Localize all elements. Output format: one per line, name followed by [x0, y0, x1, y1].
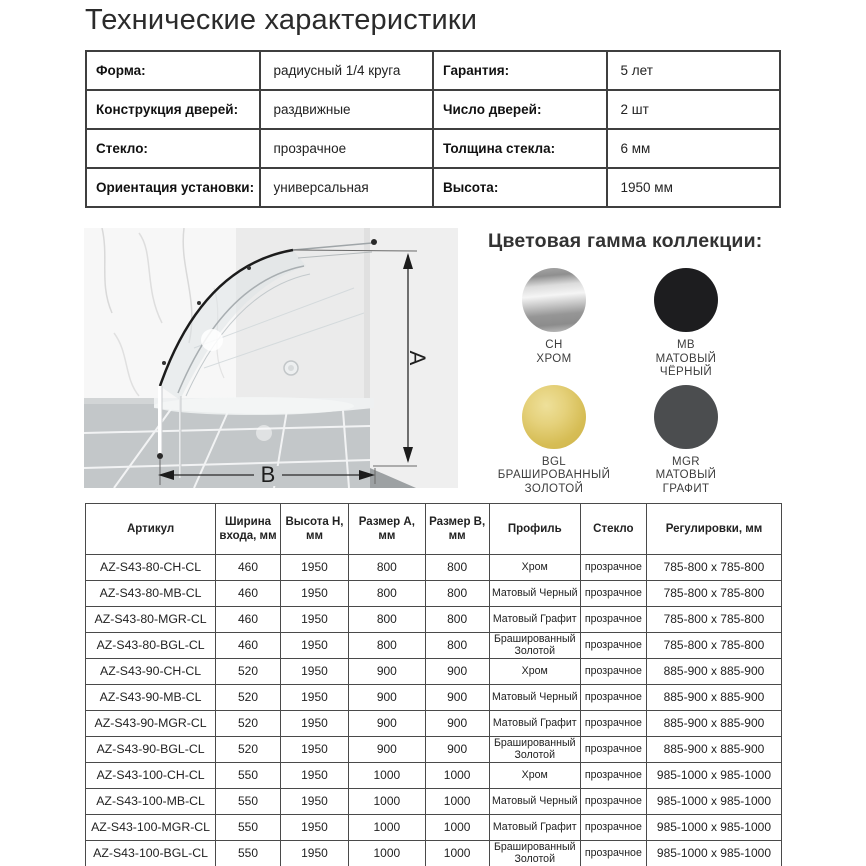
- product-cell: 900: [425, 737, 489, 763]
- spec-value: радиусный 1/4 круга: [260, 51, 434, 90]
- product-cell: 1950: [280, 789, 348, 815]
- spec-row-2: [86, 129, 780, 168]
- spec-value: 5 лет: [607, 51, 781, 90]
- swatch-circle-ch: [522, 268, 586, 332]
- product-row-6: [86, 711, 782, 737]
- product-cell: AZ-S43-80-MGR-CL: [86, 607, 216, 633]
- products-table-body: [86, 555, 782, 866]
- product-cell: прозрачное: [580, 815, 646, 841]
- product-cell: 885-900 x 885-900: [646, 737, 781, 763]
- swatch-mb: [654, 268, 718, 380]
- product-cell: 785-800 x 785-800: [646, 555, 781, 581]
- swatch-label-line: ЗОЛОТОЙ: [524, 482, 584, 495]
- product-cell: Брашированный Золотой: [489, 841, 580, 866]
- swatch-circle-mgr: [654, 385, 718, 449]
- spec-label: Число дверей:: [433, 90, 607, 129]
- swatch-grid: [488, 268, 788, 496]
- product-row-1: [86, 581, 782, 607]
- spec-label: Стекло:: [86, 129, 260, 168]
- products-header-1: Ширина входа, мм: [216, 504, 281, 555]
- product-cell: Брашированный Золотой: [489, 633, 580, 659]
- shower-diagram-image: [84, 228, 458, 488]
- product-cell: AZ-S43-100-CH-CL: [86, 763, 216, 789]
- products-header-row: [86, 504, 782, 555]
- diagram-corner-shade: [364, 228, 370, 398]
- spec-row-1: [86, 90, 780, 129]
- product-cell: 1950: [280, 607, 348, 633]
- product-cell: AZ-S43-100-MGR-CL: [86, 815, 216, 841]
- product-cell: 900: [349, 659, 426, 685]
- product-cell: AZ-S43-80-BGL-CL: [86, 633, 216, 659]
- swatch-label-bgl: [498, 456, 611, 497]
- spec-value: 1950 мм: [607, 168, 781, 207]
- product-cell: 1950: [280, 737, 348, 763]
- product-cell: 1950: [280, 841, 348, 866]
- product-cell: 520: [216, 685, 281, 711]
- product-cell: Хром: [489, 659, 580, 685]
- product-cell: Матовый Графит: [489, 607, 580, 633]
- spec-value: 2 шт: [607, 90, 781, 129]
- product-cell: 900: [349, 685, 426, 711]
- products-header-2: Высота H, мм: [280, 504, 348, 555]
- product-cell: 900: [425, 711, 489, 737]
- product-cell: 985-1000 x 985-1000: [646, 789, 781, 815]
- product-cell: 900: [349, 737, 426, 763]
- product-cell: 785-800 x 785-800: [646, 607, 781, 633]
- product-cell: Хром: [489, 555, 580, 581]
- product-cell: 885-900 x 885-900: [646, 711, 781, 737]
- product-row-10: [86, 815, 782, 841]
- swatch-circle-mb: [654, 268, 718, 332]
- swatch-mgr: [654, 385, 718, 497]
- swatch-bgl: [498, 385, 611, 497]
- spec-table: [85, 50, 781, 208]
- swatch-label-line: МАТОВЫЙ: [655, 469, 717, 482]
- product-cell: 985-1000 x 985-1000: [646, 763, 781, 789]
- product-cell: AZ-S43-90-CH-CL: [86, 659, 216, 685]
- products-header-3: Размер А, мм: [349, 504, 426, 555]
- product-cell: прозрачное: [580, 555, 646, 581]
- swatch-label-line: МАТОВЫЙ: [655, 352, 717, 365]
- product-cell: прозрачное: [580, 711, 646, 737]
- spec-label: Гарантия:: [433, 51, 607, 90]
- colors-heading: Цветовая гамма коллекции:: [488, 230, 763, 252]
- product-cell: 985-1000 x 985-1000: [646, 815, 781, 841]
- swatch-label-mgr: [656, 456, 717, 497]
- swatch-circle-bgl: [522, 385, 586, 449]
- product-row-8: [86, 763, 782, 789]
- product-row-0: [86, 555, 782, 581]
- swatch-label-line: ЧЁРНЫЙ: [659, 366, 713, 379]
- product-cell: 800: [425, 581, 489, 607]
- product-cell: 900: [349, 711, 426, 737]
- product-cell: 520: [216, 659, 281, 685]
- product-cell: AZ-S43-100-MB-CL: [86, 789, 216, 815]
- spec-value: 6 мм: [607, 129, 781, 168]
- products-table: [85, 503, 782, 866]
- product-cell: 520: [216, 711, 281, 737]
- swatch-label-line: MB: [676, 339, 696, 351]
- product-cell: 1000: [349, 789, 426, 815]
- product-cell: 520: [216, 737, 281, 763]
- product-row-4: [86, 659, 782, 685]
- product-cell: прозрачное: [580, 763, 646, 789]
- products-header-6: Стекло: [580, 504, 646, 555]
- product-cell: 985-1000 x 985-1000: [646, 841, 781, 866]
- spec-value: универсальная: [260, 168, 434, 207]
- product-cell: прозрачное: [580, 607, 646, 633]
- product-cell: 785-800 x 785-800: [646, 633, 781, 659]
- product-cell: прозрачное: [580, 581, 646, 607]
- spec-label: Ориентация установки:: [86, 168, 260, 207]
- swatch-label-line: BGL: [541, 455, 567, 468]
- product-cell: прозрачное: [580, 789, 646, 815]
- swatch-label-line: ГРАФИТ: [662, 482, 710, 495]
- product-cell: Хром: [489, 763, 580, 789]
- product-cell: 800: [349, 607, 426, 633]
- swatch-label-ch: [536, 339, 571, 366]
- product-cell: 1950: [280, 581, 348, 607]
- spec-row-3: [86, 168, 780, 207]
- product-cell: Матовый Графит: [489, 815, 580, 841]
- spec-row-0: [86, 51, 780, 90]
- product-cell: 900: [425, 685, 489, 711]
- product-cell: прозрачное: [580, 841, 646, 866]
- product-cell: Матовый Черный: [489, 685, 580, 711]
- product-cell: Матовый Черный: [489, 581, 580, 607]
- product-cell: прозрачное: [580, 659, 646, 685]
- swatch-label-line: CH: [545, 339, 563, 351]
- product-cell: 1950: [280, 633, 348, 659]
- swatch-ch: [522, 268, 586, 380]
- product-cell: 800: [425, 633, 489, 659]
- product-cell: 885-900 x 885-900: [646, 685, 781, 711]
- swatch-label-line: MGR: [671, 455, 700, 468]
- product-cell: AZ-S43-80-MB-CL: [86, 581, 216, 607]
- colors-section: [488, 230, 788, 496]
- spec-label: Конструкция дверей:: [86, 90, 260, 129]
- product-cell: 550: [216, 789, 281, 815]
- product-cell: прозрачное: [580, 737, 646, 763]
- product-cell: 800: [349, 633, 426, 659]
- spec-value: прозрачное: [260, 129, 434, 168]
- product-row-5: [86, 685, 782, 711]
- spec-label: Высота:: [433, 168, 607, 207]
- product-diagram: [84, 228, 458, 488]
- product-cell: 460: [216, 607, 281, 633]
- products-header-5: Профиль: [489, 504, 580, 555]
- products-header-7: Регулировки, мм: [646, 504, 781, 555]
- dimension-a-label: A: [405, 350, 431, 366]
- product-cell: 1950: [280, 685, 348, 711]
- product-cell: AZ-S43-90-BGL-CL: [86, 737, 216, 763]
- product-cell: 460: [216, 633, 281, 659]
- swatch-label-line: ХРОМ: [536, 352, 572, 365]
- product-cell: Брашированный Золотой: [489, 737, 580, 763]
- product-cell: 1000: [349, 841, 426, 866]
- product-cell: 1950: [280, 659, 348, 685]
- product-cell: 785-800 x 785-800: [646, 581, 781, 607]
- product-cell: 885-900 x 885-900: [646, 659, 781, 685]
- product-cell: 800: [425, 555, 489, 581]
- page-title: Технические характеристики: [85, 4, 478, 36]
- product-cell: 800: [425, 607, 489, 633]
- spec-label: Толщина стекла:: [433, 129, 607, 168]
- product-row-7: [86, 737, 782, 763]
- product-cell: 1000: [425, 841, 489, 866]
- swatch-label-line: БРАШИРОВАННЫЙ: [497, 469, 611, 482]
- product-cell: 1000: [425, 789, 489, 815]
- product-cell: 1000: [425, 763, 489, 789]
- product-row-11: [86, 841, 782, 866]
- product-row-9: [86, 789, 782, 815]
- product-cell: 550: [216, 841, 281, 866]
- swatch-label-mb: [656, 339, 717, 380]
- product-cell: 1950: [280, 555, 348, 581]
- product-cell: AZ-S43-90-MB-CL: [86, 685, 216, 711]
- product-cell: Матовый Черный: [489, 789, 580, 815]
- product-cell: AZ-S43-100-BGL-CL: [86, 841, 216, 866]
- product-cell: 1000: [349, 815, 426, 841]
- product-cell: AZ-S43-90-MGR-CL: [86, 711, 216, 737]
- product-cell: прозрачное: [580, 685, 646, 711]
- product-cell: 1000: [425, 815, 489, 841]
- product-cell: 900: [425, 659, 489, 685]
- product-cell: 550: [216, 763, 281, 789]
- product-cell: прозрачное: [580, 633, 646, 659]
- dimension-b-label: B: [260, 461, 276, 487]
- product-cell: 460: [216, 581, 281, 607]
- products-header-0: Артикул: [86, 504, 216, 555]
- product-cell: 550: [216, 815, 281, 841]
- product-cell: 1950: [280, 763, 348, 789]
- product-cell: 800: [349, 581, 426, 607]
- product-cell: 460: [216, 555, 281, 581]
- spec-value: раздвижные: [260, 90, 434, 129]
- product-row-3: [86, 633, 782, 659]
- product-cell: 1950: [280, 711, 348, 737]
- product-cell: Матовый Графит: [489, 711, 580, 737]
- spec-table-body: [86, 51, 780, 207]
- spec-label: Форма:: [86, 51, 260, 90]
- product-cell: 1950: [280, 815, 348, 841]
- product-cell: AZ-S43-80-CH-CL: [86, 555, 216, 581]
- products-header-4: Размер В, мм: [425, 504, 489, 555]
- product-cell: 1000: [349, 763, 426, 789]
- product-row-2: [86, 607, 782, 633]
- product-cell: 800: [349, 555, 426, 581]
